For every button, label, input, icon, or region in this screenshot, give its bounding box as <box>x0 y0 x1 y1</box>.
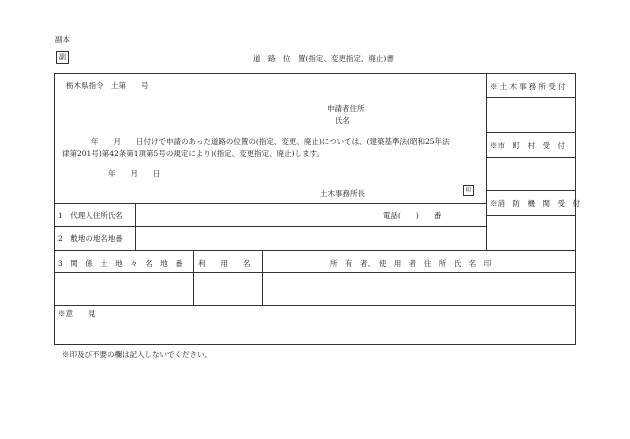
row-divider <box>54 250 576 251</box>
agent-label: 1 代理人住所氏名 <box>58 211 123 220</box>
side-divider <box>486 97 576 98</box>
column-divider <box>193 250 194 305</box>
side-divider <box>486 190 576 191</box>
copy-label: 副本 <box>55 35 70 44</box>
civil-office-receipt-label: ※土木事務所受付 <box>490 82 568 91</box>
copy-mark: 副 <box>56 51 69 64</box>
fire-receipt-label: ※消 防 機 関 受 付 <box>490 199 580 208</box>
row-divider <box>54 226 486 227</box>
row-divider <box>54 203 486 204</box>
use-label: 利 用 名 <box>198 259 251 268</box>
seal-mark: 印 <box>463 185 474 196</box>
site-label: 2 敷地の地名地番 <box>58 234 123 243</box>
side-divider <box>486 215 576 216</box>
owner-label: 所 有 者、 使 用 者 住 所 氏 名 印 <box>330 259 492 268</box>
phone-label: 電話( ) 番 <box>383 211 442 220</box>
body-line-1: 年 月 日付けで申請のあった道路の位置の(指定、変更、廃止)については、(建築基準法(昭和25年法 <box>91 137 450 146</box>
municipal-receipt-label: ※市 町 村 受 付 <box>490 141 565 150</box>
side-divider <box>486 157 576 158</box>
side-divider <box>486 132 576 133</box>
applicant-address-label: 申請者住所 <box>327 104 365 113</box>
parcels-label: 3 関 係 土 地 々 名 地 番 <box>58 259 183 268</box>
side-column-divider <box>486 73 487 250</box>
addressee: 栃木県指令 土第 号 <box>66 81 149 90</box>
remarks-label: ※意 見 <box>58 309 96 318</box>
footnote: ※印及び不要の欄は記入しないでください。 <box>62 350 212 359</box>
body-line-2: 律第201号)第42条第1項第5号の規定により)(指定、変更指定、廃止)します。 <box>62 149 325 158</box>
date-line: 年 月 日 <box>108 169 161 178</box>
document-title: 道 路 位 置(指定、変更指定、廃止)書 <box>253 54 394 63</box>
signer: 土木事務所長 <box>320 189 365 198</box>
applicant-name-label: 氏名 <box>335 116 350 125</box>
row-divider <box>54 272 576 273</box>
column-divider <box>262 250 263 305</box>
row-divider <box>54 305 576 306</box>
